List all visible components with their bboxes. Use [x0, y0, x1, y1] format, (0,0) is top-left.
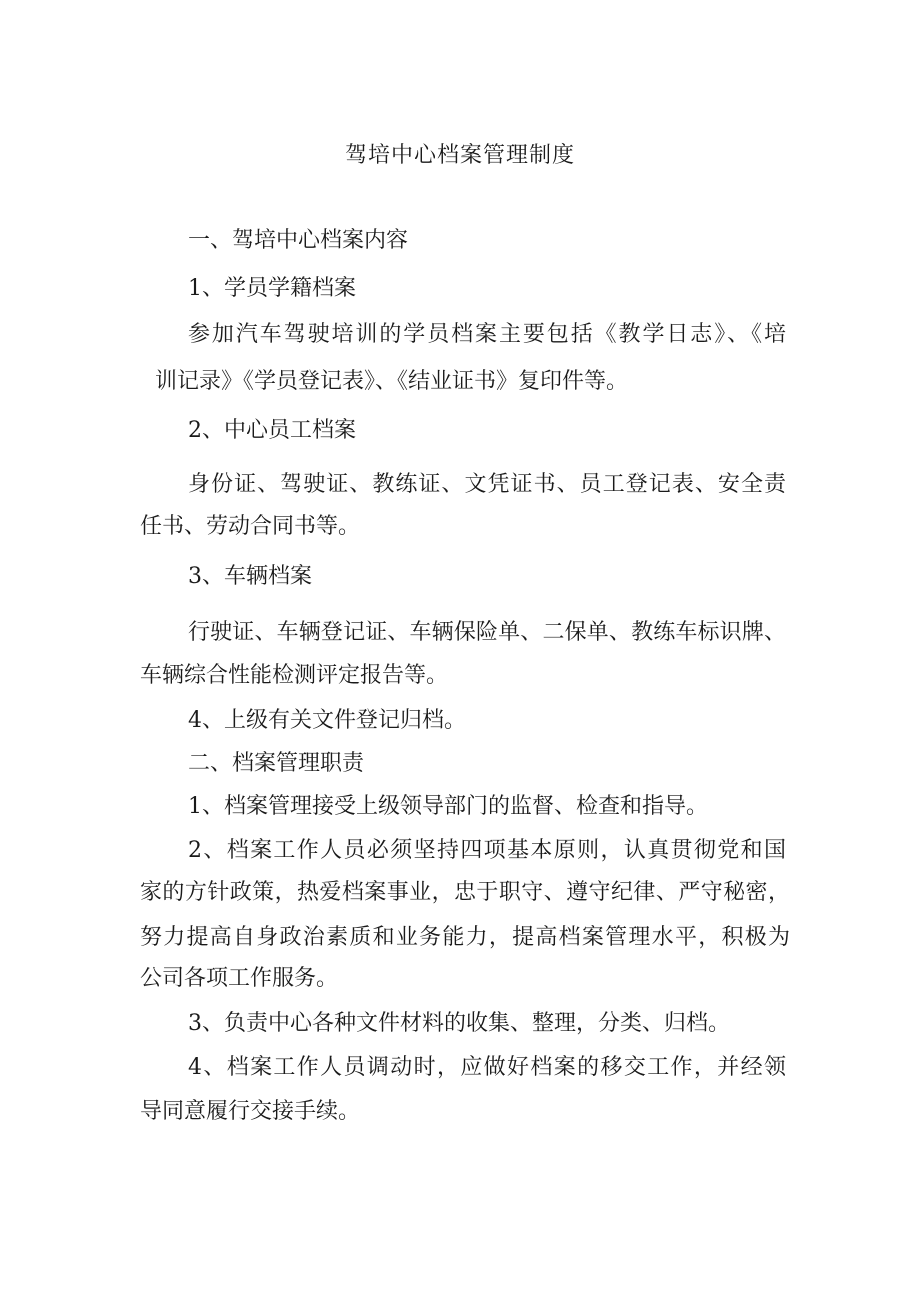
- paragraph-line: 家的方针政策，热爱档案事业，忠于职守、遵守纪律、严守秘密，: [140, 880, 790, 905]
- paragraph-line: 行驶证、车辆登记证、车辆保险单、二保单、教练车标识牌、: [188, 620, 786, 645]
- paragraph-line: 3、负责中心各种文件材料的收集、整理，分类、归档。: [188, 1011, 730, 1036]
- paragraph-line: 1、档案管理接受上级领导部门的监督、检查和指导。: [188, 794, 708, 819]
- paragraph-line: 2、档案工作人员必须坚持四项基本原则，认真贯彻党和国: [188, 838, 786, 863]
- subsection-heading-2: 2、中心员工档案: [188, 418, 356, 443]
- paragraph-line: 4、档案工作人员调动时，应做好档案的移交工作，并经领: [188, 1055, 786, 1080]
- document-title: 驾培中心档案管理制度: [344, 143, 575, 168]
- paragraph-line: 公司各项工作服务。: [140, 966, 339, 991]
- subsection-heading-1: 1、学员学籍档案: [188, 276, 356, 301]
- paragraph-line: 任书、劳动合同书等。: [140, 514, 361, 539]
- paragraph-line: 4、上级有关文件登记归档。: [188, 708, 466, 733]
- subsection-heading-3: 3、车辆档案: [188, 564, 312, 589]
- paragraph-line: 参加汽车驾驶培训的学员档案主要包括《教学日志》、《培: [188, 322, 786, 347]
- paragraph-line: 训记录》《学员登记表》、《结业证书》复印件等。: [155, 369, 629, 394]
- paragraph-line: 身份证、驾驶证、教练证、文凭证书、员工登记表、安全责: [188, 472, 786, 497]
- paragraph-line: 车辆综合性能检测评定报告等。: [140, 663, 449, 688]
- section-heading-1: 一、驾培中心档案内容: [188, 228, 409, 253]
- paragraph-line: 导同意履行交接手续。: [140, 1099, 361, 1124]
- section-heading-2: 二、档案管理职责: [188, 751, 365, 776]
- paragraph-line: 努力提高自身政治素质和业务能力，提高档案管理水平，积极为: [140, 925, 790, 950]
